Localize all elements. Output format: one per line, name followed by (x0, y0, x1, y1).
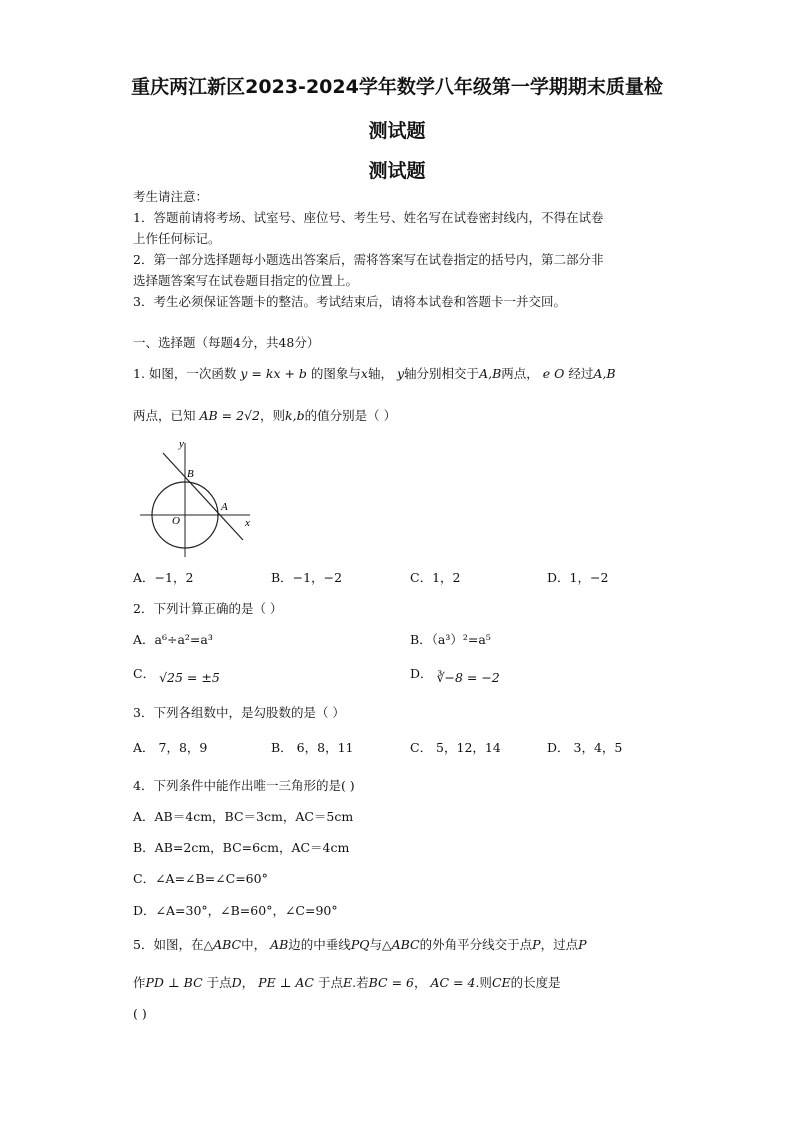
q3-stem: 3．下列各组数中，是勾股数的是（ ） (133, 705, 345, 720)
q1-ab-expr: AB = 2√2 (199, 408, 261, 423)
notice-item-3: 3．考生必须保证答题卡的整洁。考试结束后，请将本试卷和答题卡一并交回。 (133, 294, 566, 309)
q1-mid1: 的图象与 (310, 366, 361, 381)
q4-option-a[interactable]: A．AB＝4cm，BC＝3cm，AC＝5cm (133, 809, 354, 824)
q3-option-c[interactable]: C． 5，12，14 (410, 740, 501, 755)
q1-prefix: 1. 如图，一次函数 (133, 366, 237, 381)
notice-item-1b: 上作任何标记。 (133, 231, 221, 246)
q1-mid4: 两点， (501, 366, 539, 381)
q1-x-axis: x (360, 366, 368, 381)
q2-stem: 2．下列计算正确的是（ ） (133, 601, 283, 616)
q5-line-1 (133, 935, 587, 953)
q1-mid5: 经过 (568, 366, 594, 381)
q5-l1-e: 的外角平分线交于点 (419, 937, 533, 952)
q4-stem: 4．下列条件中能作出唯一三角形的是( ) (133, 778, 355, 793)
q5-line-2 (133, 973, 561, 991)
fig-label-x: x (245, 517, 250, 529)
q2-option-d-label: D． (410, 666, 433, 681)
q5-d: D (231, 975, 242, 990)
q5-l1-a: 5．如图，在 (133, 937, 204, 952)
q5-pq: PQ (350, 937, 370, 952)
q1-option-b[interactable]: B．−1，−2 (271, 570, 343, 585)
q5-answer-blank: ( ) (133, 1006, 147, 1021)
q5-l2-b: 于点 (206, 975, 232, 990)
q2-option-b[interactable]: B．（a³）²=a⁵ (410, 632, 491, 647)
q1-mid2: 轴， (367, 366, 393, 381)
fig-label-o: O (172, 515, 180, 527)
q5-p2: P (578, 937, 587, 952)
q1-circle: e O (542, 366, 565, 381)
q5-l2-h: 的长度是 (510, 975, 561, 990)
q5-pd: PD ⊥ BC (145, 975, 203, 990)
q2-option-c-label: C． (133, 666, 156, 681)
q1-line-2 (133, 406, 396, 424)
notice-item-2b: 选择题答案写在试卷题目指定的位置上。 (133, 273, 359, 288)
q5-l2-g: .则 (475, 975, 492, 990)
q1-y-axis: y (396, 366, 405, 381)
q2-option-c[interactable] (133, 664, 220, 685)
q5-bc: BC = 6 (368, 975, 414, 990)
q1-kb: k,b (285, 408, 305, 423)
fig-label-b: B (187, 468, 194, 480)
q5-l1-d: 与 (369, 937, 382, 952)
q4-option-d[interactable]: D．∠A=30°，∠B=60°，∠C=90° (133, 903, 338, 918)
q2-option-a[interactable]: A．a⁶÷a²=a³ (133, 632, 213, 647)
q5-ab: AB (270, 937, 289, 952)
q5-l1-c: 边的中垂线 (288, 937, 351, 952)
page-title-line-3: 测试题 (368, 160, 426, 182)
q1-points2: A,B (593, 366, 616, 381)
q3-option-b[interactable]: B． 6，8，11 (271, 740, 354, 755)
q5-ac: AC = 4 (430, 975, 476, 990)
fig-label-y: y (179, 438, 184, 450)
q3-option-a[interactable]: A． 7，8，9 (133, 740, 208, 755)
q1-line-1 (133, 364, 616, 382)
q5-l2-a: 作 (133, 975, 146, 990)
q5-e: E (343, 975, 353, 990)
q1-line2-b: ，则 (260, 408, 286, 423)
q5-l2-c: ， (241, 975, 255, 990)
q4-option-c[interactable]: C．∠A=∠B=∠C=60° (133, 871, 268, 886)
q4-option-b[interactable]: B．AB=2cm，BC=6cm，AC＝4cm (133, 840, 350, 855)
q5-tri: △ABC (203, 937, 242, 952)
notice-item-1a: 1．答题前请将考场、试室号、座位号、考生号、姓名写在试卷密封线内，不得在试卷 (133, 210, 604, 225)
q1-expr: y = kx + b (240, 366, 307, 381)
q2-option-d[interactable] (410, 664, 500, 685)
q5-tri2: △ABC (382, 937, 420, 952)
q5-pe: PE ⊥ AC (258, 975, 315, 990)
page-title-line-1: 重庆两江新区2023-2024学年数学八年级第一学期期末质量检 (131, 76, 663, 98)
q3-option-d[interactable]: D． 3，4，5 (547, 740, 623, 755)
q1-mid3: 轴分别相交于 (404, 366, 480, 381)
q5-l2-e: .若 (352, 975, 369, 990)
q5-l2-d: 于点 (318, 975, 344, 990)
q5-l2-f: ， (413, 975, 427, 990)
q5-l1-b: 中， (241, 937, 267, 952)
q1-points: A,B (479, 366, 502, 381)
q2-option-d-expr: ∛−8 = −2 (436, 670, 500, 685)
q1-option-d[interactable]: D．1，−2 (547, 570, 609, 585)
q5-p: P (532, 937, 541, 952)
page-title-line-2: 测试题 (368, 120, 426, 142)
q5-ce: CE (491, 975, 511, 990)
fig-label-a: A (221, 501, 228, 513)
q1-line2-a: 两点，已知 (133, 408, 196, 423)
section-heading: 一、选择题（每题4分，共48分） (133, 335, 320, 350)
notice-item-2a: 2．第一部分选择题每小题选出答案后，需将答案写在试卷指定的括号内，第二部分非 (133, 252, 604, 267)
q1-figure (135, 435, 265, 560)
q2-option-c-expr: √25 = ±5 (159, 670, 220, 685)
notice-heading: 考生请注意： (133, 189, 209, 204)
q1-option-a[interactable]: A．−1，2 (133, 570, 194, 585)
q5-l1-f: ，过点 (540, 937, 579, 952)
q1-line2-c: 的值分别是（ ） (304, 408, 397, 423)
q1-option-c[interactable]: C．1，2 (410, 570, 461, 585)
